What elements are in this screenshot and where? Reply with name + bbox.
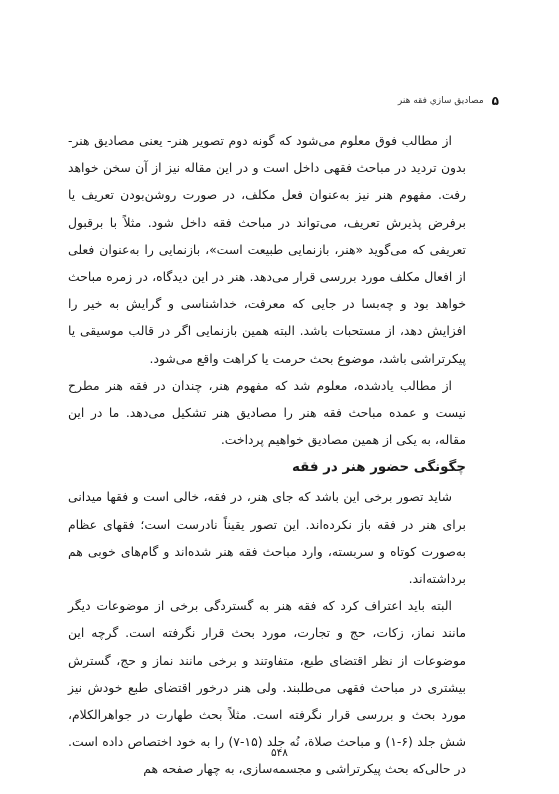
running-head-mark: ۵ [491,94,499,108]
running-head [398,94,499,108]
paragraph: از مطالب یادشده، معلوم شد که مفهوم هنر، چندان در فقه هنر مطرح نیست و عمده مباحث فقه هنر را مصادیق هنر تشکیل می‌دهد. ما در این مقاله، به یکی از همین مصادیق خواهیم پرداخت. [68,377,466,448]
page-number: ۵۴۸ [271,747,288,759]
paragraph: از مطالب فوق معلوم می‌شود که گونه دوم تصویر هنر- یعنی مصادیق هنر- بدون تردید در مباحث فقهی داخل است و در این مقاله نیز از آن سخن خواهد رفت. مفهوم هنر نیز به‌عنوان فعل مکلف، در صورت روشن‌بودن تعریف یا برفرض پذیرش تعریف، می‌تواند در مباحث فقه داخل شود. مثلاً با برقبول تعریفی که می‌گوید «هنر، بازنمایی طبیعت است»، بازنمایی را به‌عنوان فعلی از افعال مکلف مورد بررسی قرار می‌دهد. هنر در این دیدگاه، در زمره مباحث خواهد بود و چه‌بسا در جایی که معرفت، خداشناسی و گرایش به خیر را افزایش دهد، از مستحبات باشد. البته همین بازنمایی اگر در قالب موسیقی یا پیکرتراشی باشد، موضوع بحث حرمت یا کراهت واقع می‌شود. [68,133,466,366]
paragraph: شاید تصور برخی این باشد که جای هنر، در فقه، خالی است و فقها میدانی برای هنر در فقه باز نکرده‌اند. این تصور یقیناً نادرست است؛ فقهای عظام به‌صورت کوتاه و سربسته، وارد مباحث فقه هنر شده‌اند و گام‌های خوبی هم برداشته‌اند. [68,489,466,587]
paragraph: البته باید اعتراف کرد که فقه هنر به گستردگی برخی از موضوعات دیگر مانند نماز، زکات، حج و تجارت، مورد بحث قرار نگرفته است. گرچه این موضوعات از نظر اقتضای طبع، متفاوتند و برخی مانند نماز و حج، گسترش بیشتری در مباحث فقهی می‌طلبند. ولی هنر درخور اقتضای طبع خودش نیز مورد بحث و بررسی قرار نگرفته است. مثلاً بحث طهارت در جواهرالکلام، شش جلد (۶-۱) و مباحث صلاة، نُه جلد (۱۵-۷) را به خود اختصاص داده است. در حالی‌که بحث پیکرتراشی و مجسمه‌سازی، به چهار صفحه هم [68,598,467,777]
body-text [68,127,466,783]
running-head-title: مصاديق سازي فقه هنر [397,96,484,106]
section-heading: چگونگی حضور هنر در فقه [292,460,466,476]
